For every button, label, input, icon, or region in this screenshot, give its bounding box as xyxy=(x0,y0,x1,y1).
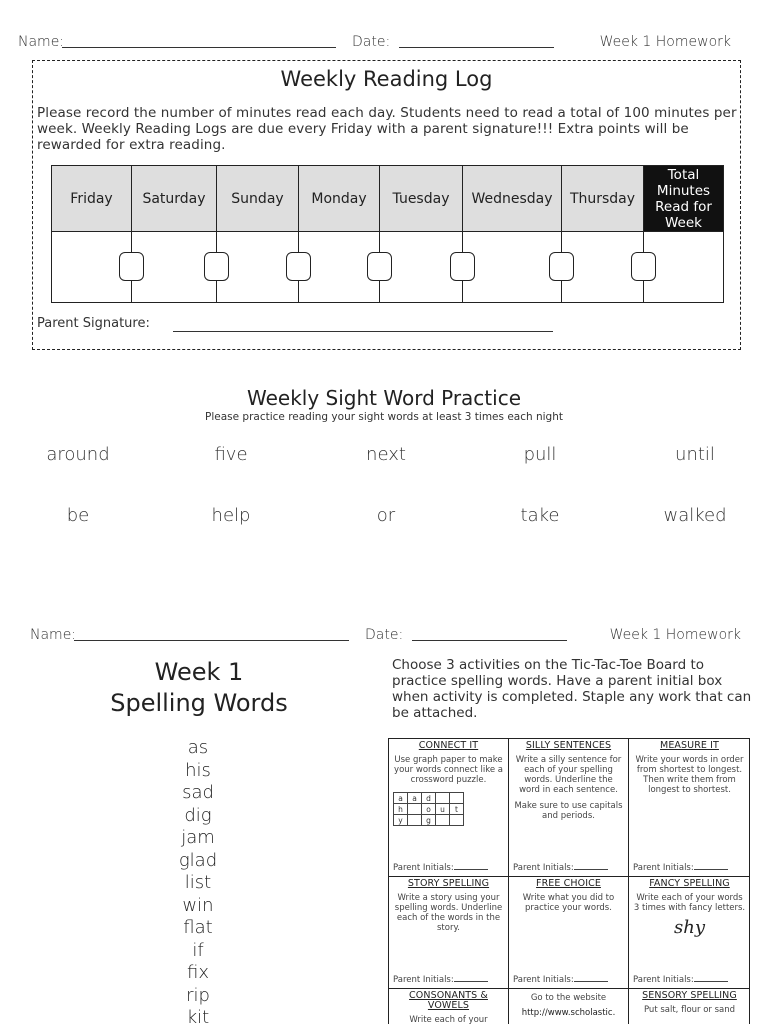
spelling-word: list xyxy=(184,872,212,893)
spelling-word: jam xyxy=(181,827,215,848)
top-header xyxy=(18,34,733,54)
parent-initials[interactable]: Parent Initials: xyxy=(393,975,488,985)
spelling-word-list xyxy=(148,737,248,1024)
spelling-word: glad xyxy=(178,849,218,871)
sight-word: be xyxy=(66,505,90,526)
activity-consonants-vowels[interactable] xyxy=(389,989,509,1024)
spelling-word: if xyxy=(192,939,204,961)
name-label: Name: xyxy=(30,627,77,643)
date-field[interactable] xyxy=(399,47,554,48)
day-header: Wednesday xyxy=(463,166,562,232)
initial-box[interactable] xyxy=(119,252,144,281)
reading-log-table xyxy=(51,165,724,303)
day-header: Thursday xyxy=(562,166,644,232)
reading-log-box xyxy=(32,60,741,350)
spelling-word: win xyxy=(182,894,214,916)
reading-log-title: Weekly Reading Log xyxy=(280,67,493,91)
parent-signature-label: Parent Signature: xyxy=(37,316,150,331)
spelling-word: dig xyxy=(184,804,212,826)
total-minutes-header: Total Minutes Read for Week xyxy=(644,166,724,232)
spelling-word: sad xyxy=(182,782,214,803)
sight-word-title: Weekly Sight Word Practice xyxy=(246,386,521,410)
parent-initials[interactable]: Parent Initials: xyxy=(393,863,488,873)
activity-text-note: Make sure to use capitals and periods. xyxy=(514,801,623,821)
activity-title: SILLY SENTENCES xyxy=(525,740,612,751)
activity-title: MEASURE IT xyxy=(660,740,719,751)
activity-sensory-spelling[interactable] xyxy=(629,989,750,1024)
activity-title: CONNECT IT xyxy=(418,740,479,751)
activity-text: Write what you did to practice your words. xyxy=(522,893,615,913)
parent-initials[interactable]: Parent Initials: xyxy=(633,863,728,873)
activity-title: FREE CHOICE xyxy=(536,878,601,889)
minutes-cell[interactable] xyxy=(52,232,132,303)
minutes-cell[interactable] xyxy=(463,232,562,303)
sight-word: take xyxy=(520,505,560,526)
activity-website[interactable] xyxy=(509,989,629,1024)
activity-measure-it[interactable] xyxy=(629,739,750,877)
activity-text: Write your words in order from shortest to longest. Then write them from longest to shortest. xyxy=(635,755,744,795)
spelling-word: fix xyxy=(187,962,209,983)
sight-word: pull xyxy=(523,444,557,465)
spelling-word: rip xyxy=(186,984,210,1006)
spelling-word: his xyxy=(185,759,211,781)
day-header: Monday xyxy=(299,166,380,232)
parent-initials[interactable]: Parent Initials: xyxy=(513,975,608,985)
parent-initials[interactable]: Parent Initials: xyxy=(633,975,728,985)
name-label: Name: xyxy=(18,34,65,50)
day-header: Friday xyxy=(52,166,132,232)
activity-fancy-spelling[interactable] xyxy=(629,877,750,989)
parent-signature-field[interactable] xyxy=(173,331,553,332)
activity-title: FANCY SPELLING xyxy=(649,878,730,889)
spelling-title xyxy=(84,657,314,719)
date-label: Date: xyxy=(352,34,391,50)
day-header: Sunday xyxy=(217,166,299,232)
bottom-header xyxy=(30,627,743,647)
sight-word: help xyxy=(211,505,251,526)
sight-word-grid xyxy=(0,440,768,550)
sight-word: around xyxy=(46,444,110,465)
homework-label: Week 1 Homework xyxy=(599,34,731,50)
activity-title: SENSORY SPELLING xyxy=(642,990,737,1001)
spelling-word: kit xyxy=(186,1007,210,1024)
date-field[interactable] xyxy=(412,640,567,641)
crossword-example: a a d h o u t y g xyxy=(393,792,464,826)
initial-box[interactable] xyxy=(367,252,392,281)
activity-text: Write each of your xyxy=(409,1015,488,1024)
spelling-word: flat xyxy=(183,917,213,938)
minutes-cell[interactable] xyxy=(132,232,217,303)
sight-word: five xyxy=(214,444,248,465)
activity-story-spelling[interactable] xyxy=(389,877,509,989)
parent-initials[interactable]: Parent Initials: xyxy=(513,863,608,873)
sight-word: or xyxy=(376,505,396,526)
fancy-letters-example: shy xyxy=(674,917,705,938)
activity-text: Write each of your words 3 times with fancy letters. xyxy=(633,893,746,913)
day-header: Tuesday xyxy=(380,166,463,232)
name-field[interactable] xyxy=(62,47,336,48)
activity-title: STORY SPELLING xyxy=(407,878,490,889)
initial-box[interactable] xyxy=(286,252,311,281)
sight-word-subtitle: Please practice reading your sight words at least 3 times each night xyxy=(205,411,563,423)
initial-box[interactable] xyxy=(549,252,574,281)
activity-text: Go to the website xyxy=(530,993,607,1003)
activity-text: Write a silly sentence for each of your spelling words. Underline the word in each sentence. xyxy=(515,755,622,795)
sight-word: until xyxy=(675,444,715,465)
tic-tac-toe-intro: Choose 3 activities on the Tic-Tac-Toe Board to practice spelling words. Have a parent initial box when activity is completed. Staple any work that can be attached. xyxy=(392,657,752,721)
initial-box[interactable] xyxy=(450,252,475,281)
activity-text: Write a story using your spelling words. Underline each of the words in the story. xyxy=(394,893,503,933)
spelling-word: as xyxy=(187,737,209,758)
activity-free-choice[interactable] xyxy=(509,877,629,989)
tic-tac-toe-board xyxy=(388,738,750,1024)
spelling-title-words: Spelling Words xyxy=(110,689,288,717)
homework-label: Week 1 Homework xyxy=(609,627,741,643)
sight-word: walked xyxy=(663,505,727,526)
activity-text: Use graph paper to make your words connect like a crossword puzzle. xyxy=(394,755,503,785)
activity-connect-it[interactable] xyxy=(389,739,509,877)
activity-title: CONSONANTS & VOWELS xyxy=(409,990,488,1011)
day-header: Saturday xyxy=(132,166,217,232)
name-field[interactable] xyxy=(74,640,349,641)
initial-box[interactable] xyxy=(204,252,229,281)
initial-box[interactable] xyxy=(631,252,656,281)
date-label: Date: xyxy=(365,627,404,643)
reading-log-instructions: Please record the number of minutes read each day. Students need to read a total of 100 minutes per week. Weekly Reading Logs are due every Friday with a parent signature!!! Extra points will be rewarded for extra reading. xyxy=(37,105,737,153)
activity-silly-sentences[interactable] xyxy=(509,739,629,877)
sight-word: next xyxy=(366,444,406,465)
activity-link[interactable]: http://www.scholastic. xyxy=(521,1008,616,1018)
spelling-title-week: Week 1 xyxy=(154,658,244,686)
activity-text: Put salt, flour or sand xyxy=(643,1005,736,1015)
